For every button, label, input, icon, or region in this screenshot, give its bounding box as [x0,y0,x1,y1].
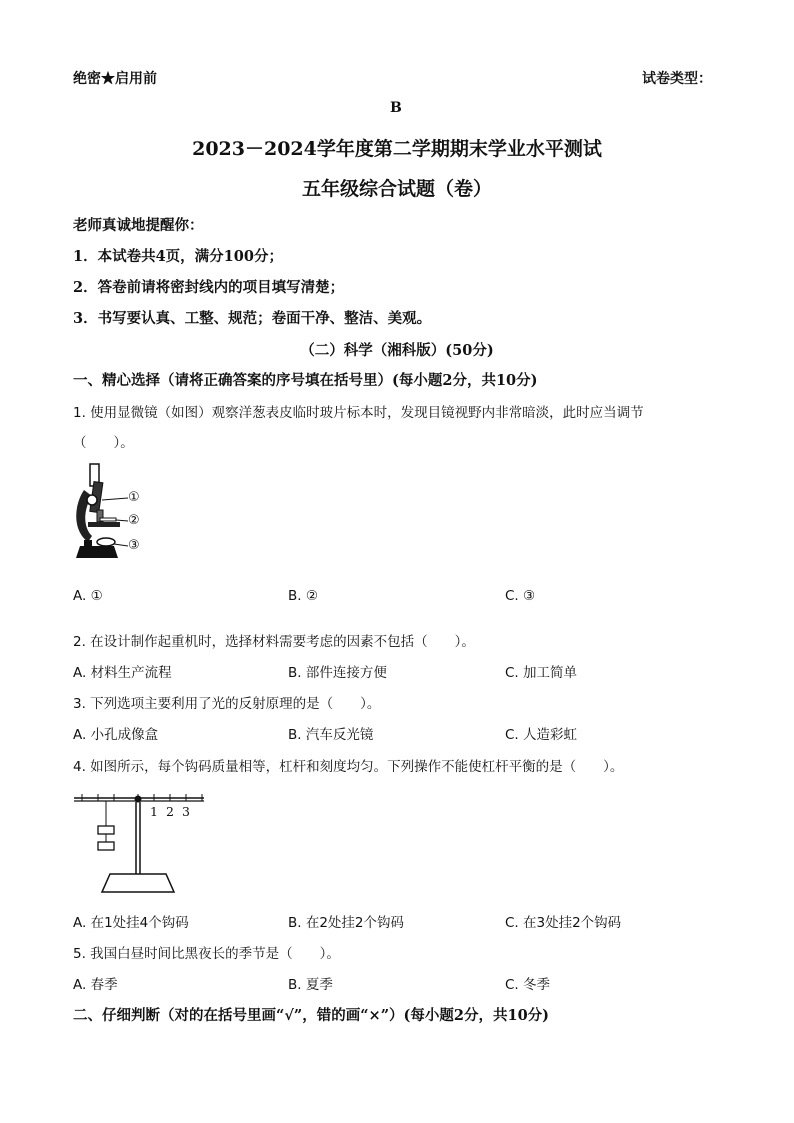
figure-label: ② [128,513,140,528]
figure-label: ③ [128,538,140,553]
option-a: A. ① [73,588,103,604]
option-c: C. ③ [505,588,536,604]
option-b: B. 部件连接方便 [288,665,387,681]
question-stem: 1. 使用显微镜（如图）观察洋葱表皮临时玻片标本时，发现目镜视野内非常暗淡，此时应当调节 [73,405,644,421]
option-a: A. 材料生产流程 [73,665,172,681]
option-c: C. 人造彩虹 [505,727,578,743]
header-paper-type-label: 试卷类型： [642,71,712,87]
option-c: C. 在3处挂2个钩码 [505,915,622,931]
notice-item: 2．答卷前请将密封线内的项目填写清楚； [73,279,345,296]
option-b: B. 汽车反光镜 [288,727,374,743]
figure-label: ① [128,490,140,505]
lever-tick-label: 3 [182,804,190,819]
paper-type-value: B [390,100,402,116]
option-a: A. 在1处挂4个钩码 [73,915,189,931]
lever-tick-label: 2 [166,804,174,819]
microscope-figure [70,460,160,575]
option-c: C. 加工简单 [505,665,578,681]
option-a: A. 小孔成像盒 [73,727,159,743]
page-subtitle: 五年级综合试题（卷） [301,178,492,200]
question-stem: 2. 在设计制作起重机时，选择材料需要考虑的因素不包括（ ）。 [73,634,475,650]
section-heading: 二、仔细判断（对的在括号里画“√”，错的画“×”）(每小题2分，共10分) [73,1007,550,1024]
lever-tick-label: 1 [150,804,158,819]
option-c: C. 冬季 [505,977,551,993]
notice-item: 3．书写要认真、工整、规范；卷面干净、整洁、美观。 [73,310,432,327]
option-b: B. 夏季 [288,977,333,993]
notice-item: 1．本试卷共4页，满分100分； [73,248,283,265]
header-secret-label: 绝密★启用前 [73,71,157,87]
option-b: B. ② [288,588,318,604]
notice-heading: 老师真诚地提醒你： [73,217,204,234]
question-stem: 3. 下列选项主要利用了光的反射原理的是（ ）。 [73,696,381,712]
page-title: 2023－2024学年度第二学期期末学业水平测试 [192,138,602,160]
question-stem: 5. 我国白昼时间比黑夜长的季节是（ ）。 [73,946,340,962]
section-heading: 一、精心选择（请将正确答案的序号填在括号里）(每小题2分，共10分) [73,372,538,389]
part-title: （二）科学（湘科版）(50分) [300,342,494,359]
option-a: A. 春季 [73,977,118,993]
option-b: B. 在2处挂2个钩码 [288,915,405,931]
question-stem-cont: （ ）。 [73,435,134,451]
question-stem: 4. 如图所示，每个钩码质量相等，杠杆和刻度均匀。下列操作不能使杠杆平衡的是（ ）。 [73,759,624,775]
